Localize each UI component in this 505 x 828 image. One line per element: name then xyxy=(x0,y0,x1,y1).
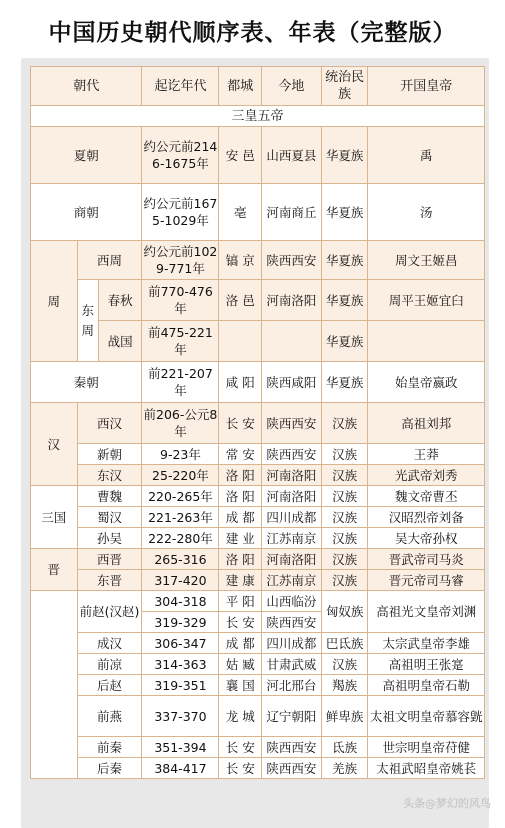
location-cell: 河南洛阳 xyxy=(266,292,317,308)
table-row xyxy=(31,403,484,443)
table-row xyxy=(31,633,484,653)
dynasty-name: 前燕 xyxy=(97,708,123,724)
table-row xyxy=(31,758,484,778)
dynasty-name: 蜀汉 xyxy=(97,509,123,525)
capital-cell: 洛 阳 xyxy=(225,551,255,567)
dynasty-name: 春秋 xyxy=(107,292,133,308)
section-row xyxy=(31,106,484,126)
header-ethnicity: 统治民族 xyxy=(322,67,368,105)
years-cell: 前221-207年 xyxy=(148,366,213,398)
location-cell: 山西临汾 xyxy=(266,593,317,609)
dynasty-group-zhou: 周 xyxy=(31,241,77,361)
years-cell: 304-318 xyxy=(154,593,207,609)
ethnicity-cell: 汉族 xyxy=(332,488,358,504)
dynasty-name: 东晋 xyxy=(97,572,123,588)
table-row xyxy=(31,241,484,279)
founder-cell: 周平王姬宜臼 xyxy=(388,292,464,308)
dynasty-name: 曹魏 xyxy=(97,488,123,504)
section-label: 三皇五帝 xyxy=(31,106,484,126)
dynasty-name: 孙吴 xyxy=(97,530,123,546)
dynasty-group-empty xyxy=(31,591,77,778)
dynasty-name: 新朝 xyxy=(97,446,123,462)
dynasty-name: 西周 xyxy=(97,252,123,268)
location-cell: 陕西西安 xyxy=(266,614,317,630)
header-row xyxy=(31,67,484,105)
capital-cell xyxy=(219,321,261,361)
dynasty-name: 东汉 xyxy=(97,467,123,483)
location-cell: 河南洛阳 xyxy=(266,488,317,504)
dynasty-name: 成汉 xyxy=(97,635,123,651)
years-cell: 337-370 xyxy=(154,708,207,724)
header-dynasty: 朝代 xyxy=(31,67,141,105)
capital-cell: 平 阳 xyxy=(225,593,255,609)
location-cell: 江苏南京 xyxy=(266,572,317,588)
years-cell: 384-417 xyxy=(154,760,207,776)
years-cell: 221-263年 xyxy=(148,509,213,525)
ethnicity-cell: 华夏族 xyxy=(325,333,364,349)
founder-cell: 晋武帝司马炎 xyxy=(388,551,464,567)
location-cell xyxy=(262,321,321,361)
ethnicity-cell: 匈奴族 xyxy=(325,604,364,619)
founder-cell: 高祖光文皇帝刘渊 xyxy=(376,604,477,619)
years-cell: 222-280年 xyxy=(148,530,213,546)
ethnicity-cell: 汉族 xyxy=(332,656,358,672)
ethnicity-cell: 羯族 xyxy=(332,677,358,693)
dynasty-table xyxy=(30,66,485,779)
capital-cell: 襄 国 xyxy=(225,677,255,693)
years-cell: 约公元前2146-1675年 xyxy=(143,139,218,171)
ethnicity-cell: 汉族 xyxy=(332,572,358,588)
founder-cell: 周文王姬昌 xyxy=(394,252,458,268)
page-title: 中国历史朝代顺序表、年表（完整版） xyxy=(48,20,457,46)
location-cell: 甘肃武威 xyxy=(266,656,317,672)
capital-cell: 成 都 xyxy=(225,509,255,525)
location-cell: 陕西西安 xyxy=(266,739,317,755)
table-row xyxy=(31,184,484,240)
table-row xyxy=(31,675,484,695)
dynasty-name: 前凉 xyxy=(97,656,123,672)
location-cell: 河南洛阳 xyxy=(266,467,317,483)
capital-cell: 亳 xyxy=(233,204,247,220)
ethnicity-cell: 华夏族 xyxy=(325,292,364,308)
years-cell: 351-394 xyxy=(154,739,207,755)
capital-cell: 常 安 xyxy=(225,446,255,462)
table-row xyxy=(31,486,484,506)
founder-cell: 高祖刘邦 xyxy=(401,415,452,431)
founder-cell: 晋元帝司马睿 xyxy=(388,572,464,588)
capital-cell: 洛 邑 xyxy=(225,292,255,308)
years-cell: 317-420 xyxy=(154,572,207,588)
dynasty-name: 前赵(汉赵) xyxy=(79,603,140,619)
capital-cell: 成 都 xyxy=(225,635,255,651)
founder-cell: 魏文帝曹丕 xyxy=(394,488,458,504)
dynasty-group-jin: 晋 xyxy=(31,549,77,590)
location-cell: 山西夏县 xyxy=(266,147,317,163)
ethnicity-cell: 巴氐族 xyxy=(325,635,364,651)
years-cell: 314-363 xyxy=(154,656,207,672)
founder-cell: 太宗武皇帝李雄 xyxy=(382,635,470,651)
dynasty-name: 后秦 xyxy=(97,760,123,776)
ethnicity-cell: 华夏族 xyxy=(325,147,364,163)
years-cell: 约公元前1675-1029年 xyxy=(143,196,218,228)
dynasty-name: 后赵 xyxy=(97,677,123,693)
table-row xyxy=(31,528,484,548)
founder-cell: 王莽 xyxy=(413,446,439,462)
ethnicity-cell: 汉族 xyxy=(332,551,358,567)
header-founder: 开国皇帝 xyxy=(368,67,484,105)
location-cell: 陕西西安 xyxy=(266,415,317,431)
dynasty-name: 秦朝 xyxy=(73,374,99,390)
table-row xyxy=(31,570,484,590)
years-cell: 前475-221年 xyxy=(148,325,213,357)
table-row xyxy=(31,280,484,320)
capital-cell: 长 安 xyxy=(225,760,255,776)
years-cell: 约公元前1029-771年 xyxy=(143,244,218,276)
years-cell: 前770-476年 xyxy=(148,284,213,316)
ethnicity-cell: 汉族 xyxy=(332,467,358,483)
founder-cell: 世宗明皇帝苻健 xyxy=(382,739,470,755)
location-cell: 陕西西安 xyxy=(266,252,317,268)
location-cell: 陕西西安 xyxy=(266,446,317,462)
founder-cell: 吴大帝孙权 xyxy=(394,530,458,546)
capital-cell: 建 康 xyxy=(225,572,255,588)
capital-cell: 洛 阳 xyxy=(225,488,255,504)
table-row xyxy=(31,654,484,674)
capital-cell: 咸 阳 xyxy=(225,374,255,390)
dynasty-group-sanguo: 三国 xyxy=(31,486,77,548)
dynasty-name: 夏朝 xyxy=(73,147,99,163)
dynasty-name: 西晋 xyxy=(97,551,123,567)
years-cell: 265-316 xyxy=(154,551,207,567)
dynasty-name: 前秦 xyxy=(97,739,123,755)
dynasty-name: 战国 xyxy=(107,333,133,349)
capital-cell: 龙 城 xyxy=(225,708,255,724)
dynasty-name: 西汉 xyxy=(97,415,123,431)
capital-cell: 建 业 xyxy=(225,530,255,546)
founder-cell: 光武帝刘秀 xyxy=(394,467,458,483)
location-cell: 四川成都 xyxy=(266,635,317,651)
founder-cell xyxy=(368,321,484,361)
ethnicity-cell: 鲜卑族 xyxy=(325,708,364,724)
capital-cell: 安 邑 xyxy=(225,147,255,163)
years-cell: 319-329 xyxy=(154,614,207,630)
ethnicity-cell: 氐族 xyxy=(332,739,358,755)
ethnicity-cell: 汉族 xyxy=(332,530,358,546)
capital-cell: 长 安 xyxy=(225,415,255,431)
ethnicity-cell: 华夏族 xyxy=(325,252,364,268)
ethnicity-cell: 汉族 xyxy=(332,446,358,462)
table-row xyxy=(31,696,484,736)
location-cell: 陕西西安 xyxy=(266,760,317,776)
founder-cell: 汉昭烈帝刘备 xyxy=(388,509,464,525)
ethnicity-cell: 汉族 xyxy=(332,509,358,525)
founder-cell: 禹 xyxy=(419,147,433,163)
dynasty-group-dongzhou: 东周 xyxy=(78,280,98,361)
founder-cell: 高祖明皇帝石勒 xyxy=(382,677,470,693)
table-row xyxy=(31,127,484,183)
years-cell: 319-351 xyxy=(154,677,207,693)
dynasty-group-han: 汉 xyxy=(31,403,77,485)
founder-cell: 汤 xyxy=(419,204,433,220)
ethnicity-cell: 华夏族 xyxy=(325,374,364,390)
ethnicity-cell: 华夏族 xyxy=(325,204,364,220)
years-cell: 前206-公元8年 xyxy=(143,407,218,439)
header-years: 起讫年代 xyxy=(142,67,218,105)
years-cell: 25-220年 xyxy=(152,467,209,483)
table-row xyxy=(31,737,484,757)
header-modern-location: 今地 xyxy=(262,67,321,105)
years-cell: 306-347 xyxy=(154,635,207,651)
dynasty-name: 商朝 xyxy=(73,204,99,220)
capital-cell: 长 安 xyxy=(225,739,255,755)
founder-cell: 太祖武昭皇帝姚苌 xyxy=(376,760,477,776)
table-row xyxy=(31,549,484,569)
table-row xyxy=(31,362,484,402)
location-cell: 辽宁朝阳 xyxy=(266,708,317,724)
founder-cell: 高祖明王张寔 xyxy=(388,656,464,672)
table-row xyxy=(31,321,484,361)
location-cell: 陕西咸阳 xyxy=(266,374,317,390)
location-cell: 河南商丘 xyxy=(266,204,317,220)
years-cell: 220-265年 xyxy=(148,488,213,504)
founder-cell: 始皇帝嬴政 xyxy=(394,374,458,390)
location-cell: 河南洛阳 xyxy=(266,551,317,567)
years-cell: 9-23年 xyxy=(160,446,201,462)
ethnicity-cell: 汉族 xyxy=(332,415,358,431)
location-cell: 河北邢台 xyxy=(266,677,317,693)
founder-cell: 太祖文明皇帝慕容皝 xyxy=(369,708,483,724)
watermark: 头条@梦幻的风鸟 xyxy=(403,797,491,810)
table-row xyxy=(31,444,484,464)
capital-cell: 长 安 xyxy=(225,614,255,630)
table-row xyxy=(31,591,484,611)
location-cell: 四川成都 xyxy=(266,509,317,525)
capital-cell: 姑 臧 xyxy=(225,656,255,672)
table-row xyxy=(31,507,484,527)
header-capital: 都城 xyxy=(219,67,261,105)
location-cell: 江苏南京 xyxy=(266,530,317,546)
capital-cell: 镐 京 xyxy=(225,252,255,268)
ethnicity-cell: 羌族 xyxy=(332,760,358,776)
capital-cell: 洛 阳 xyxy=(225,467,255,483)
table-row xyxy=(31,465,484,485)
